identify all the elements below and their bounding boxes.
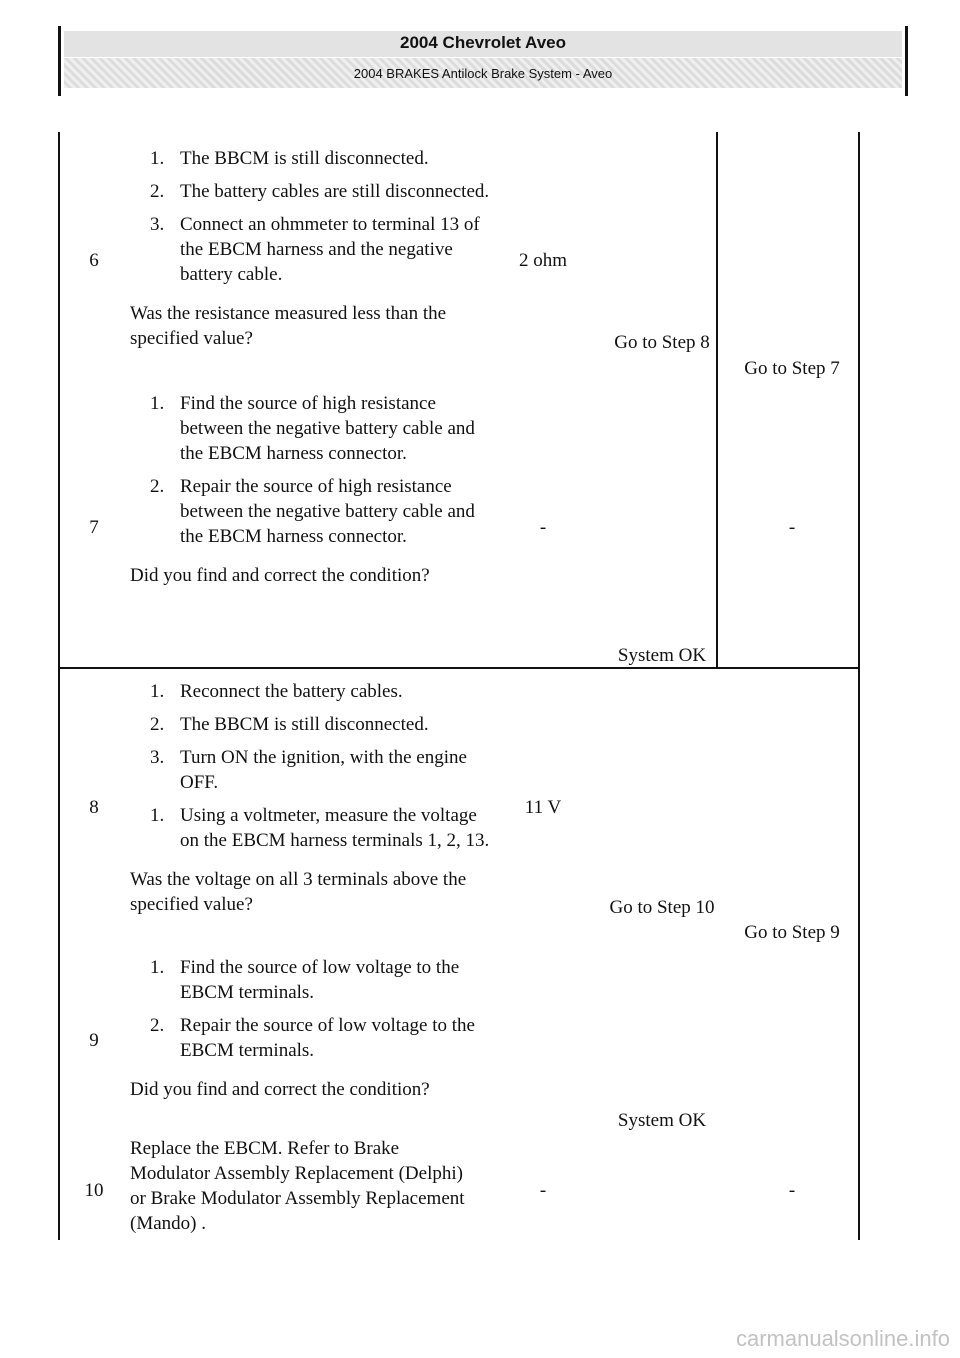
list-item: 1. Using a voltmeter, measure the voltage on the EBCM harness terminals 1, 2, 13.	[150, 805, 490, 851]
list-item: 1. Find the source of high resistance between the negative battery cable and the EBCM harness connector.	[150, 393, 475, 464]
step-question: Was the resistance measured less than the specified value?	[130, 303, 447, 349]
list-item: 1. The BBCM is still disconnected.	[150, 148, 429, 169]
table-left-border	[58, 132, 60, 1240]
step-no: -	[788, 1180, 796, 1201]
step-question: Was the voltage on all 3 terminals above the specified value?	[130, 869, 467, 915]
list-item: 2. Repair the source of low voltage to the EBCM terminals.	[150, 1015, 475, 1061]
step-action	[130, 391, 496, 588]
table-yes-column-border	[716, 132, 718, 668]
step-yes: Go to Step 10	[609, 897, 715, 918]
list-item: 2. The BBCM is still disconnected.	[150, 714, 429, 735]
step-value: -	[539, 517, 547, 538]
step-number: 8	[89, 797, 99, 818]
list-item: 3. Connect an ohmmeter to terminal 13 of the EBCM harness and the negative battery cable.	[150, 214, 480, 285]
step-number: 6	[89, 250, 99, 271]
step-action	[130, 679, 496, 917]
step-yes: Go to Step 8	[614, 332, 710, 353]
list-item: 1. Reconnect the battery cables.	[150, 681, 403, 702]
step-question: Did you find and correct the condition?	[130, 565, 430, 586]
header-title: 2004 Chevrolet Aveo	[400, 33, 566, 52]
step-value: -	[539, 1180, 547, 1201]
step-value: 2 ohm	[518, 250, 568, 271]
step-no: -	[788, 517, 796, 538]
step-number: 9	[89, 1030, 99, 1051]
step-action	[130, 955, 496, 1102]
step-yes: System OK	[617, 645, 707, 666]
step-action	[130, 146, 496, 351]
step-action: Replace the EBCM. Refer to Brake Modulator Assembly Replacement (Delphi) or Brake Modulator Assembly Replacement (Mando) .	[130, 1138, 465, 1234]
table-right-border	[858, 132, 860, 1240]
step-value: 11 V	[524, 797, 562, 818]
step-yes: System OK	[617, 1110, 707, 1131]
step-number: 10	[84, 1180, 104, 1201]
list-item: 2. Repair the source of high resistance between the negative battery cable and the EBCM harness connector.	[150, 476, 475, 547]
step-no: Go to Step 7	[744, 358, 840, 379]
header-subtitle: 2004 BRAKES Antilock Brake System - Aveo	[353, 66, 613, 81]
document-header	[58, 26, 908, 96]
row-divider	[58, 667, 860, 669]
list-item: 2. The battery cables are still disconnected.	[150, 181, 490, 202]
list-item: 1. Find the source of low voltage to the EBCM terminals.	[150, 957, 460, 1003]
step-number: 7	[89, 517, 99, 538]
step-no: Go to Step 9	[744, 922, 840, 943]
list-item: 3. Turn ON the ignition, with the engine OFF.	[150, 747, 467, 793]
step-question: Did you find and correct the condition?	[130, 1079, 430, 1100]
watermark: carmanualsonline.info	[735, 1326, 950, 1351]
